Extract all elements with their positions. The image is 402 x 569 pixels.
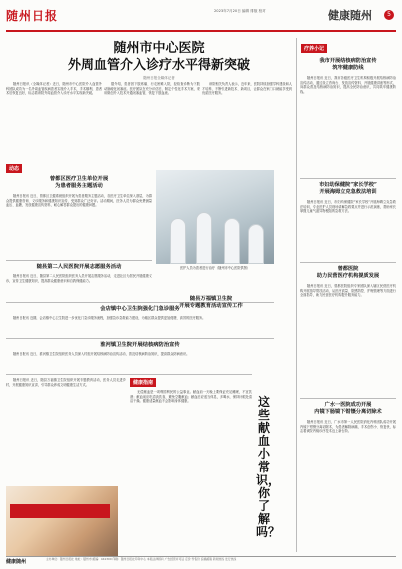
divider <box>6 374 252 375</box>
photo-caption-text: 医护人员为患者进行治疗（随州市中心医院供图） <box>179 266 251 270</box>
right-article-body <box>300 420 396 550</box>
article-title <box>146 296 276 310</box>
issue-meta: 2023年7月20日 编辑 排版 校对 <box>214 9 266 13</box>
article-paragraph: 随州日报讯 近日，随县万福镇卫生院组织开展专题教育活动，医务人员走进乡村，开展健康知识宣讲，引导群众养成文明健康生活方式。 <box>6 378 126 387</box>
divider <box>6 260 152 261</box>
right-article-body <box>300 284 396 396</box>
right-article-paragraph: 随州日报讯 近日，市妇幼保健院“家长学校”开展海姆立克急救法培训，专业医护人员现场讲解急救要点并进行示范演练，帮助家长掌握儿童气道异物梗阻的急救方法。 <box>300 200 396 214</box>
lead-body-col2 <box>104 82 200 160</box>
divider <box>300 262 396 263</box>
right-article-paragraph: 随州日报讯 近日，广水市第一人民医院消化内科团队成功开展内镜下钳镊分离切除术，为患者解除病痛，手术创伤小、恢复快，标志着该院内镜诊疗技术迈上新台阶。 <box>300 420 396 434</box>
article-body <box>6 316 274 336</box>
article-title <box>6 176 152 190</box>
right-title-line2: 开展海姆立克急救法培训 <box>319 189 377 195</box>
photo-caption <box>156 266 274 276</box>
photo-figure <box>196 212 212 264</box>
photo-figure <box>248 224 264 264</box>
footer-text: 主办单位：随州日报社 地址：随州市 邮编：441300 印刷：随州日报社印务中心 本报法律顾问 广告经营许可证 定价 零售价 投稿邮箱 新闻热线 发行热线 <box>46 557 237 561</box>
article-body <box>6 194 152 258</box>
right-title-line2: 内镜下肠镜下钳镊分离切除术 <box>314 409 382 415</box>
newspaper-logo: 随州日报 <box>6 9 59 23</box>
article-title-line1: 随县万福镇卫生院 <box>189 296 233 302</box>
article-title-line1: 会店镇中心卫生院强化门急诊服务 <box>100 306 180 312</box>
article-title-line1: 淮河镇卫生院开展结核病防治宣传 <box>100 342 180 348</box>
section-tag-right: 疗养小记 <box>301 44 327 53</box>
article-title-line1: 随县第二人民医院开展志愿服务活动 <box>36 264 122 270</box>
section-title: 健康随州 <box>328 9 372 22</box>
right-article-title <box>300 402 396 416</box>
lead-paragraph: 该院相关负责人表示，近年来，医院持续加强学科建设和人才培养，不断引进新技术、新项目，让群众在家门口就能享受到优质医疗服务。 <box>202 82 292 96</box>
page-number-badge: 5 <box>384 10 394 20</box>
page-footer <box>6 556 396 568</box>
lead-paragraph: 随州日报讯（全媒体记者）近日，随州市中心医院介入血管外科团队成功为一名外周血管疾病患者实施介入手术，手术顺利，患者术后恢复良好，标志着该院外周血管介入诊疗水平实现新突破。 <box>6 82 102 96</box>
lead-body-col1 <box>6 82 102 160</box>
right-article-title <box>300 58 396 72</box>
right-title-line1: 市妇幼保健院“家长学校” <box>319 182 377 188</box>
event-photo <box>6 486 118 556</box>
article-title <box>6 264 152 271</box>
divider <box>300 178 396 179</box>
article-paragraph: 随州日报讯 近日，淮河镇卫生院组织医务人员深入村组开展结核病防治宣传活动，普及结核病防治知识，提高群众防病意识。 <box>13 352 190 356</box>
article-body <box>6 378 126 482</box>
article-title-line1: 曾都区医疗卫生单位开展 <box>49 176 109 182</box>
blood-donation-paragraph: 无偿献血是一项利国利民的公益事业。献血前一天晚上要保证充足睡眠，不宜饮酒；献血前应吃清淡饮食，避免空腹献血；献血后应适当休息，多喝水，保持针眼处清洁干燥。健康适量献血不会影响身体健康。 <box>130 390 252 404</box>
article-paragraph: 随州日报讯 近日，曾都区卫健系统组织开展为患者服务主题活动，各医疗卫生单位深入基层，为群众提供健康咨询、义诊服务和健康知识宣传，受到群众广泛好评。活动期间，医务人员为群众免费测量血压、血糖，发放健康宣传资料，耐心解答群众提出的健康问题。 <box>6 194 152 208</box>
right-article-paragraph: 随州日报讯 近日，曾都医院组织专家团队深入辖区民营医疗机构开展指导帮扶活动，从医疗质量、院感防控、护理管理等方面进行全面指导，助力民营医疗机构提升服务能力。 <box>300 284 396 298</box>
right-article-body <box>300 200 396 260</box>
right-article-paragraph: 随州日报讯 近日，我市各级医疗卫生机构积极开展结核病防治宣传活动，通过设立咨询台、发放宣传资料、开展健康讲座等形式，向群众普及结核病防治知识，提高全民防治意识，共同筑牢健康防线。 <box>300 76 396 94</box>
photo-banner <box>10 504 110 518</box>
article-paragraph: 随州日报讯 近期，会店镇中心卫生院进一步优化门急诊服务流程，加强急诊急救能力建设，为辖区群众提供更加便捷、高效的医疗服务。 <box>13 316 206 320</box>
lead-headline <box>34 40 284 81</box>
masthead <box>6 6 396 32</box>
right-title-line1: 广水一医院成功开展 <box>324 402 372 408</box>
column-divider <box>296 38 297 552</box>
right-title-line2: 助力民营医疗机构提质发展 <box>316 273 380 279</box>
right-title-line2: 筑牢健康防线 <box>332 65 364 71</box>
article-body <box>6 352 274 372</box>
blood-donation-body <box>130 390 252 550</box>
divider <box>300 398 396 399</box>
right-article-title <box>300 266 396 280</box>
article-paragraph: 随州日报讯 近日，随县第二人民医院组织医务人员开展志愿服务活动，走进社区为居民开展健康义诊，宣传卫生健康知识，提高群众健康意识和自我保健能力。 <box>6 274 152 283</box>
article-title-line2: 开展专题教育活动宣传工作 <box>179 303 243 309</box>
lead-title-line1: 随州市中心医院 <box>113 41 205 56</box>
right-article-body <box>300 76 396 176</box>
hospital-photo <box>156 170 274 264</box>
right-article-title <box>300 182 396 196</box>
article-body <box>6 274 152 300</box>
right-title-line1: 我市开展结核病防治宣传 <box>319 58 377 64</box>
lead-body-col3 <box>202 82 292 160</box>
lead-byline: 随州日报全媒体记者 <box>143 76 175 80</box>
lead-paragraph: 据介绍，患者因下肢疼痛、行走困难入院，经检查诊断为下肢动脉硬化闭塞症。医疗团队在充分评估后，制定个性化手术方案，采用微创介入技术开通闭塞血管，恢复下肢血流。 <box>104 82 200 96</box>
footer-brand: 健康随州 <box>6 559 27 565</box>
section-tag-dynamics: 动态 <box>6 164 22 173</box>
article-title <box>6 342 274 349</box>
right-title-line1: 曾都医院 <box>337 266 359 272</box>
section-tag-health-guide: 健康指南 <box>130 378 156 387</box>
article-title-line2: 为患者服务主题活动 <box>55 183 103 189</box>
photo-figure <box>170 218 186 264</box>
divider <box>6 338 274 339</box>
photo-figure <box>224 218 240 264</box>
vertical-headline: 这些献血小常识，你了解吗？ <box>256 395 281 539</box>
lead-title-line2: 外周血管介入诊疗水平得新突破 <box>67 58 250 73</box>
